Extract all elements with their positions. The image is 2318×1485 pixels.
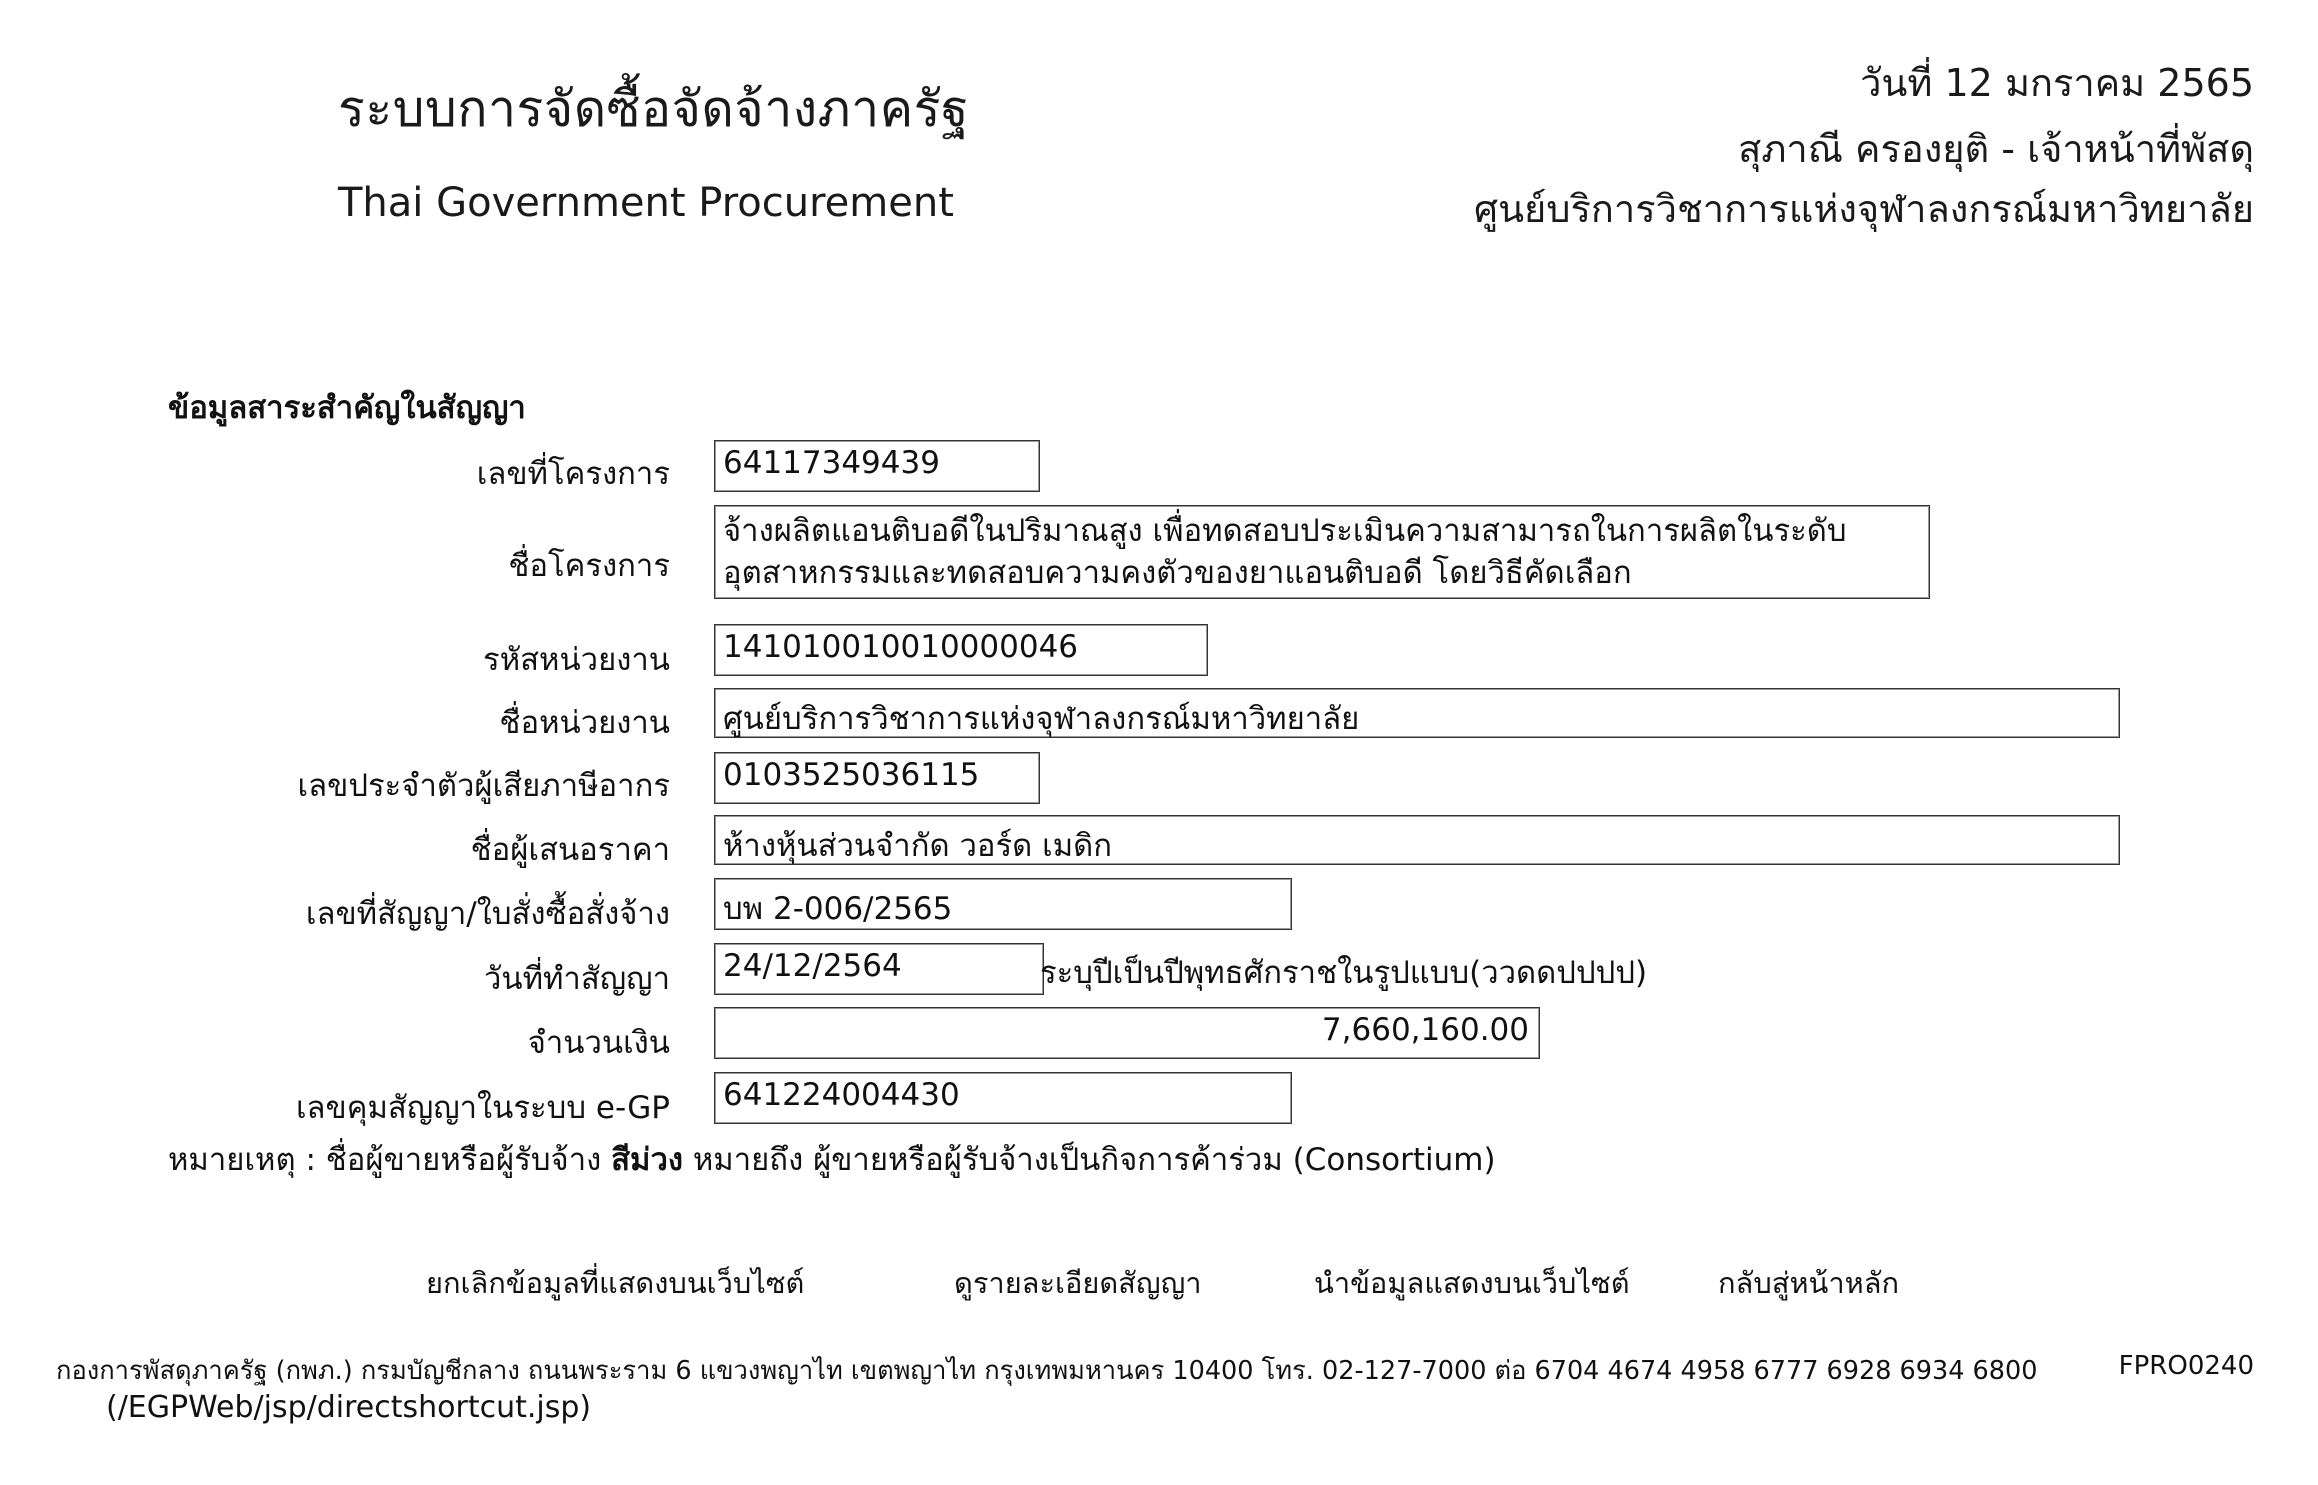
project-name-field[interactable]: จ้างผลิตแอนติบอดีในปริมาณสูง เพื่อทดสอบประเมินความสามารถในการผลิตในระดับอุตสาหกรรมและทดสอบความคงตัวของยาแอนติบอดี โดยวิธีคัดเลือก: [714, 505, 1930, 599]
system-title-th: ระบบการจัดซื้อจัดจ้างภาครัฐ: [338, 80, 970, 138]
contract-date-hint: ระบุปีเป็นปีพุทธศักราชในรูปแบบ(ววดดปปปป): [1040, 955, 1648, 991]
note-prefix: หมายเหตุ : ชื่อผู้ขายหรือผู้รับจ้าง: [168, 1142, 612, 1178]
bidder-name-field[interactable]: ห้างหุ้นส่วนจำกัด วอร์ด เมดิก: [714, 815, 2120, 865]
project-no-field[interactable]: 64117349439: [714, 440, 1040, 492]
contract-no-label: เลขที่สัญญา/ใบสั่งซื้อสั่งจ้าง: [305, 896, 670, 932]
unit-code-field[interactable]: 141010010010000046: [714, 624, 1208, 676]
publish-website-link[interactable]: นำข้อมูลแสดงบนเว็บไซต์: [1314, 1266, 1630, 1300]
header-date: วันที่ 12 มกราคม 2565: [1860, 61, 2254, 105]
system-title-en: Thai Government Procurement: [338, 180, 954, 226]
cancel-display-link[interactable]: ยกเลิกข้อมูลที่แสดงบนเว็บไซต์: [426, 1266, 805, 1300]
header-officer: สุภาณี ครองยุติ - เจ้าหน้าที่พัสดุ: [1738, 127, 2254, 171]
amount-field[interactable]: 7,660,160.00: [714, 1007, 1540, 1059]
note-highlight: สีม่วง: [611, 1142, 684, 1178]
unit-name-field[interactable]: ศูนย์บริการวิชาการแห่งจุฬาลงกรณ์มหาวิทยาลัย: [714, 688, 2120, 738]
tax-id-label: เลขประจำตัวผู้เสียภาษีอากร: [297, 768, 670, 804]
amount-label: จำนวนเงิน: [527, 1025, 670, 1061]
contract-date-field[interactable]: 24/12/2564: [714, 943, 1044, 995]
header-organization: ศูนย์บริการวิชาการแห่งจุฬาลงกรณ์มหาวิทยาลัย: [1473, 187, 2254, 231]
consortium-note: [168, 1134, 1496, 1184]
contract-date-label: วันที่ทำสัญญา: [483, 961, 670, 997]
page-url: (/EGPWeb/jsp/directshortcut.jsp): [106, 1390, 592, 1425]
project-no-label: เลขที่โครงการ: [476, 456, 670, 492]
form-code: FPRO0240: [2118, 1351, 2254, 1381]
unit-name-label: ชื่อหน่วยงาน: [499, 705, 670, 741]
project-name-label: ชื่อโครงการ: [508, 548, 670, 584]
egp-control-no-label: เลขคุมสัญญาในระบบ e-GP: [295, 1090, 670, 1126]
footer-address: กองการพัสดุภาครัฐ (กพภ.) กรมบัญชีกลาง ถนนพระราม 6 แขวงพญาไท เขตพญาไท กรุงเทพมหานคร 10400 โทร. 02-127-7000 ต่อ 6704 4674 4958 6777 6928 6934 6800: [56, 1356, 2038, 1386]
egp-control-no-field[interactable]: 641224004430: [714, 1072, 1292, 1124]
unit-code-label: รหัสหน่วยงาน: [483, 642, 670, 678]
view-contract-details-link[interactable]: ดูรายละเอียดสัญญา: [954, 1266, 1202, 1300]
section-title: ข้อมูลสาระสำคัญในสัญญา: [168, 390, 526, 426]
bidder-name-label: ชื่อผู้เสนอราคา: [470, 832, 670, 868]
tax-id-field[interactable]: 0103525036115: [714, 752, 1040, 804]
note-suffix: หมายถึง ผู้ขายหรือผู้รับจ้างเป็นกิจการค้าร่วม (Consortium): [683, 1142, 1496, 1178]
contract-no-field[interactable]: บพ 2-006/2565: [714, 878, 1292, 930]
back-home-link[interactable]: กลับสู่หน้าหลัก: [1718, 1266, 1900, 1300]
